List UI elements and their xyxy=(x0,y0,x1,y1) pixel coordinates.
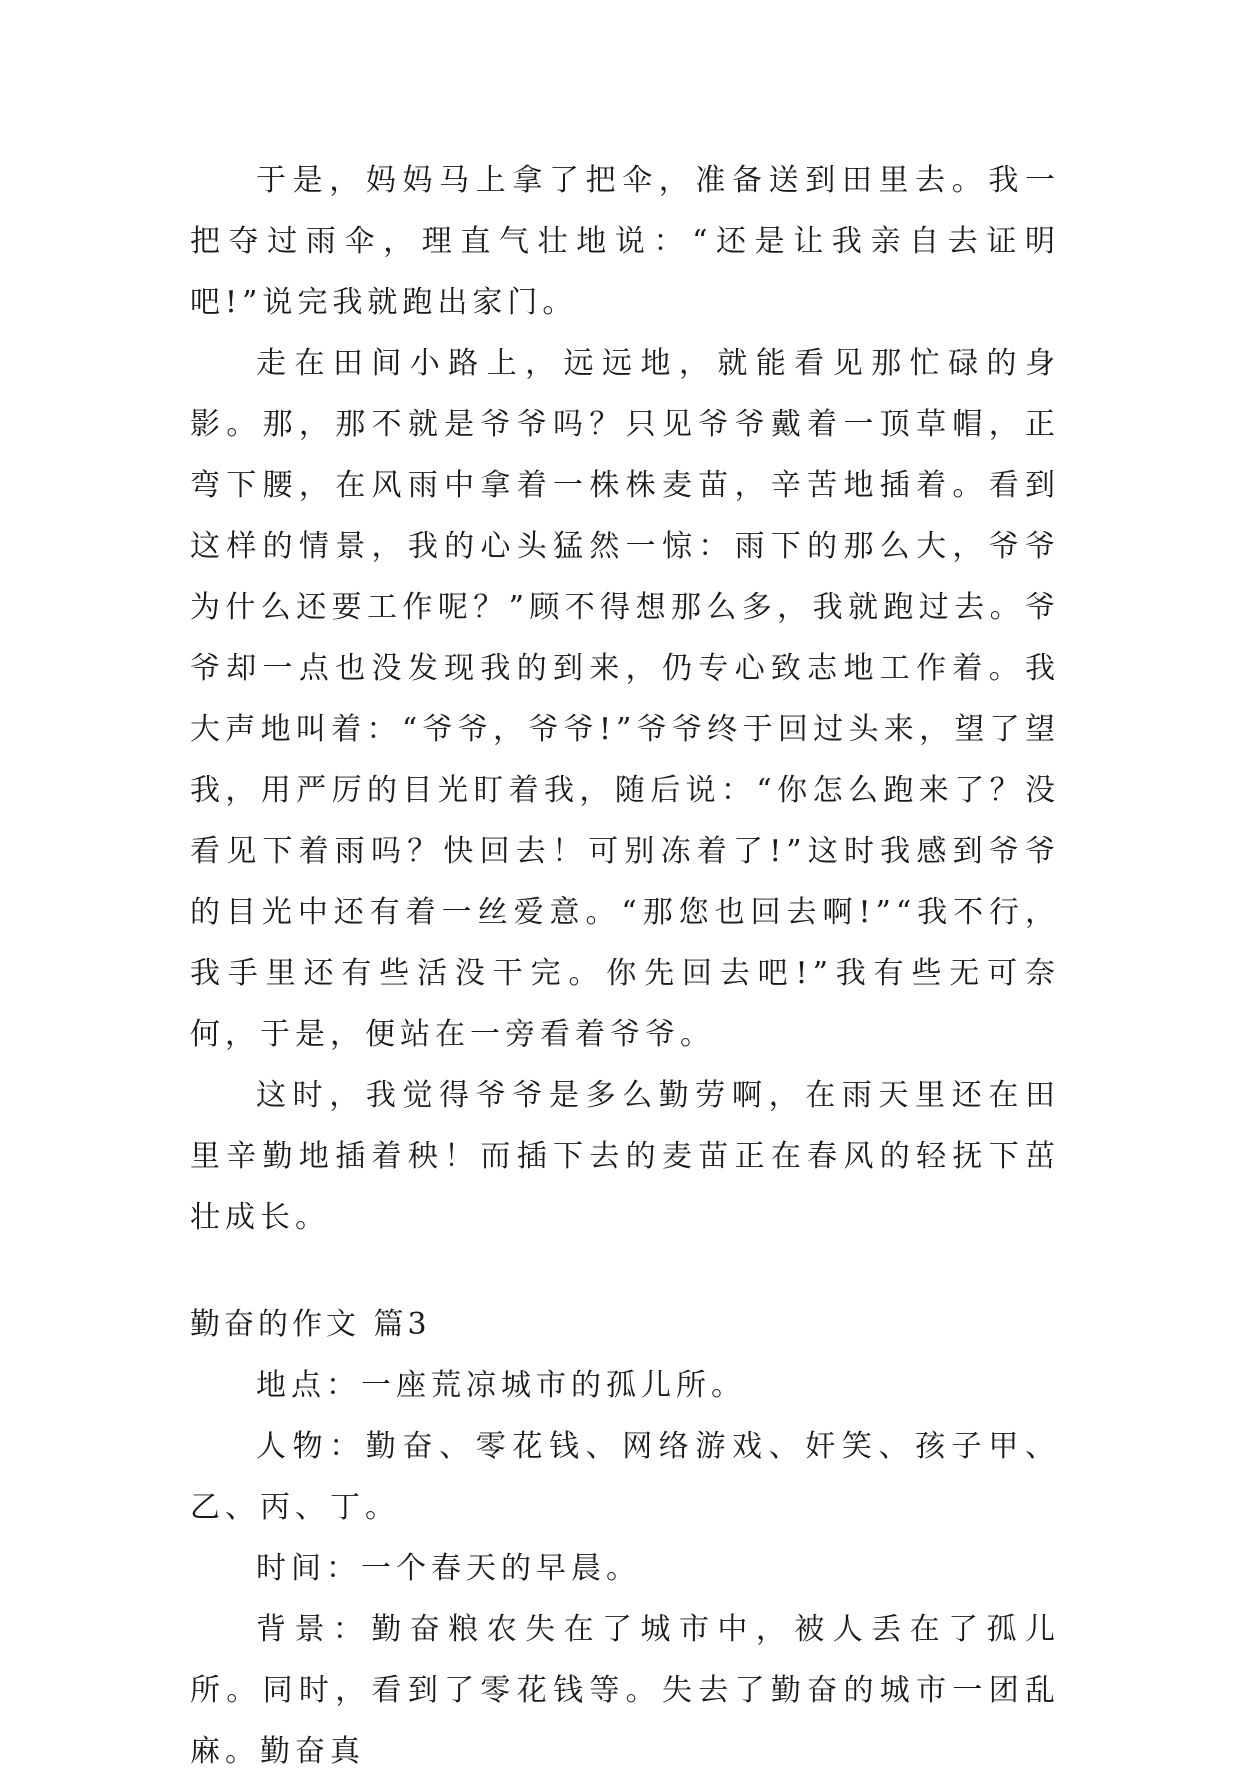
paragraph-time: 时间：一个春天的早晨。 xyxy=(256,1551,641,1586)
paragraph-location: 地点：一座荒凉城市的孤儿所。 xyxy=(256,1368,746,1403)
section-gap xyxy=(190,1248,1060,1294)
document-page xyxy=(190,150,1060,1782)
paragraph-diligence: 这时，我觉得爷爷是多么勤劳啊，在雨天里还在田里辛勤地插着秧！而插下去的麦苗正在春风的轻抚下茁壮成长。 xyxy=(190,1078,1060,1235)
paragraph-characters: 人物：勤奋、零花钱、网络游戏、奸笑、孩子甲、乙、丙、丁。 xyxy=(190,1429,1060,1525)
paragraph-field-path: 走在田间小路上，远远地，就能看见那忙碌的身影。那，那不就是爷爷吗？只见爷爷戴着一顶草帽，正弯下腰，在风雨中拿着一株株麦苗，辛苦地插着。看到这样的情景，我的心头猛然一惊：雨下的那么大，爷爷为什么还要工作呢？”顾不得想那么多，我就跑过去。爷爷却一点也没发现我的到来，仍专心致志地工作着。我大声地叫着：“爷爷，爷爷!”爷爷终于回过头来，望了望我，用严厉的目光盯着我，随后说：“你怎么跑来了？没看见下着雨吗？快回去！可别冻着了!”这时我感到爷爷的目光中还有着一丝爱意。“那您也回去啊!”“我不行，我手里还有些活没干完。你先回去吧!”我有些无可奈何，于是，便站在一旁看着爷爷。 xyxy=(190,346,1060,1052)
paragraph-umbrella: 于是，妈妈马上拿了把伞，准备送到田里去。我一把夺过雨伞，理直气壮地说：“还是让我亲自去证明吧!”说完我就跑出家门。 xyxy=(190,163,1060,320)
section-heading: 勤奋的作文 篇3 xyxy=(190,1307,431,1342)
paragraph-background: 背景：勤奋粮农失在了城市中，被人丢在了孤儿所。同时，看到了零花钱等。失去了勤奋的城市一团乱麻。勤奋真 xyxy=(190,1612,1060,1769)
